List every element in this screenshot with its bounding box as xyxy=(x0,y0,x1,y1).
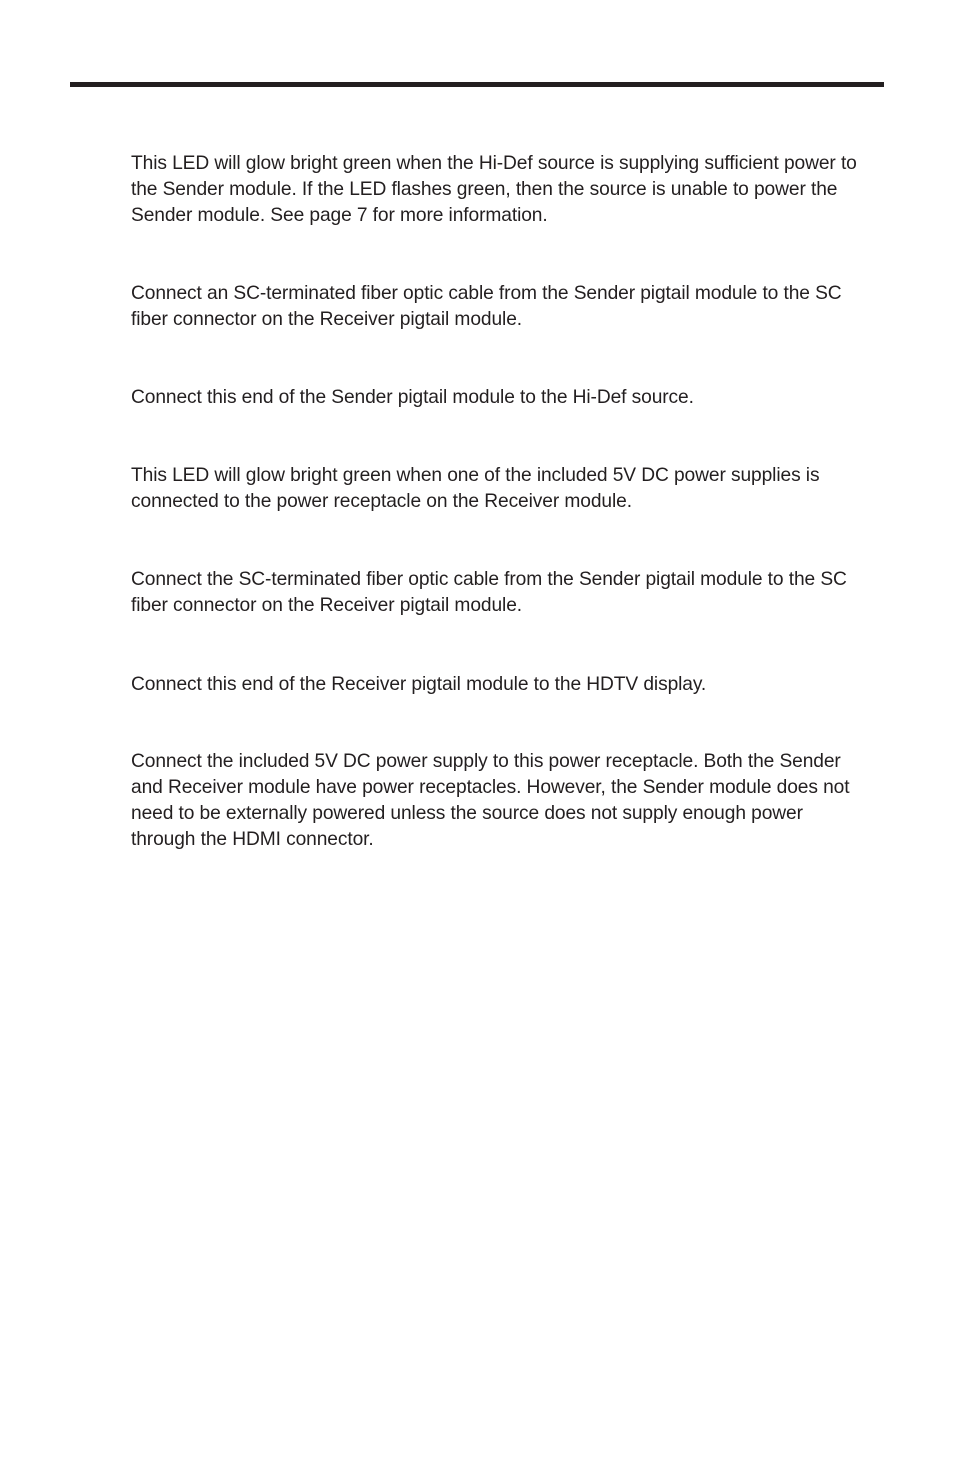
sender-fiber-connector-description: Connect an SC-terminated fiber optic cable from the Sender pigtail module to the SC fiber connector on the Receiver pigtail module. xyxy=(131,283,842,330)
header-rule xyxy=(70,82,884,87)
receiver-fiber-connector-description: Connect the SC-terminated fiber optic cable from the Sender pigtail module to the SC fiber connector on the Receiver pigtail module. xyxy=(131,569,847,616)
receiver-power-led-description: This LED will glow bright green when one of the included 5V DC power supplies is connected to the power receptacle on the Receiver module. xyxy=(131,465,820,512)
sender-power-led-description: This LED will glow bright green when the Hi-Def source is supplying sufficient power to the Sender module. If the LED flashes green, then the source is unable to power the Sender module. See page 7 for more information. xyxy=(131,153,857,226)
sender-hdmi-end-description: Connect this end of the Sender pigtail module to the Hi-Def source. xyxy=(131,387,694,408)
power-receptacle-description: Connect the included 5V DC power supply to this power receptacle. Both the Sender and Receiver module have power receptacles. However, the Sender module does not need to be externally powered unless the source does not supply enough power through the HDMI connector. xyxy=(131,751,850,850)
receiver-hdmi-end-description: Connect this end of the Receiver pigtail module to the HDTV display. xyxy=(131,674,707,695)
